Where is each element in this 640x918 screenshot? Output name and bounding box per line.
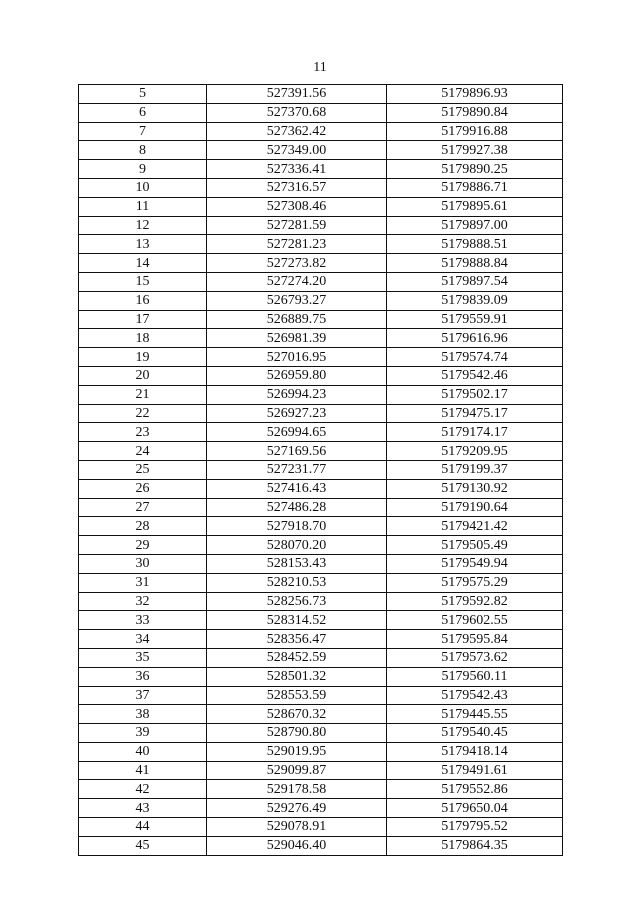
- y-coordinate-cell: 5179574.74: [387, 348, 563, 367]
- point-number-cell: 29: [79, 536, 207, 555]
- y-coordinate-cell: 5179199.37: [387, 460, 563, 479]
- table-row: [79, 611, 563, 630]
- y-coordinate-cell: 5179616.96: [387, 329, 563, 348]
- table-row: [79, 291, 563, 310]
- y-coordinate-cell: 5179839.09: [387, 291, 563, 310]
- x-coordinate-cell: 527316.57: [207, 178, 387, 197]
- x-coordinate-cell: 527391.56: [207, 85, 387, 104]
- table-row: [79, 742, 563, 761]
- point-number-cell: 44: [79, 818, 207, 837]
- table-row: [79, 836, 563, 855]
- x-coordinate-cell: 526889.75: [207, 310, 387, 329]
- x-coordinate-cell: 528452.59: [207, 648, 387, 667]
- point-number-cell: 18: [79, 329, 207, 348]
- y-coordinate-cell: 5179505.49: [387, 536, 563, 555]
- x-coordinate-cell: 527231.77: [207, 460, 387, 479]
- x-coordinate-cell: 527273.82: [207, 254, 387, 273]
- x-coordinate-cell: 527362.42: [207, 122, 387, 141]
- y-coordinate-cell: 5179592.82: [387, 592, 563, 611]
- x-coordinate-cell: 528153.43: [207, 554, 387, 573]
- point-number-cell: 26: [79, 479, 207, 498]
- point-number-cell: 43: [79, 799, 207, 818]
- table-row: [79, 667, 563, 686]
- table-row: [79, 592, 563, 611]
- y-coordinate-cell: 5179418.14: [387, 742, 563, 761]
- y-coordinate-cell: 5179897.00: [387, 216, 563, 235]
- table-row: [79, 442, 563, 461]
- x-coordinate-cell: 527308.46: [207, 197, 387, 216]
- point-number-cell: 34: [79, 630, 207, 649]
- y-coordinate-cell: 5179650.04: [387, 799, 563, 818]
- coordinates-table-body: [79, 85, 563, 856]
- x-coordinate-cell: 529276.49: [207, 799, 387, 818]
- table-row: [79, 761, 563, 780]
- x-coordinate-cell: 529046.40: [207, 836, 387, 855]
- x-coordinate-cell: 527336.41: [207, 160, 387, 179]
- point-number-cell: 9: [79, 160, 207, 179]
- y-coordinate-cell: 5179888.84: [387, 254, 563, 273]
- table-row: [79, 818, 563, 837]
- point-number-cell: 20: [79, 366, 207, 385]
- table-row: [79, 122, 563, 141]
- table-row: [79, 648, 563, 667]
- y-coordinate-cell: 5179421.42: [387, 517, 563, 536]
- point-number-cell: 16: [79, 291, 207, 310]
- table-row: [79, 460, 563, 479]
- table-row: [79, 216, 563, 235]
- point-number-cell: 33: [79, 611, 207, 630]
- y-coordinate-cell: 5179895.61: [387, 197, 563, 216]
- table-row: [79, 348, 563, 367]
- point-number-cell: 39: [79, 724, 207, 743]
- y-coordinate-cell: 5179573.62: [387, 648, 563, 667]
- point-number-cell: 42: [79, 780, 207, 799]
- table-row: [79, 160, 563, 179]
- x-coordinate-cell: 527486.28: [207, 498, 387, 517]
- point-number-cell: 23: [79, 423, 207, 442]
- table-row: [79, 103, 563, 122]
- table-row: [79, 385, 563, 404]
- point-number-cell: 40: [79, 742, 207, 761]
- point-number-cell: 41: [79, 761, 207, 780]
- y-coordinate-cell: 5179896.93: [387, 85, 563, 104]
- point-number-cell: 32: [79, 592, 207, 611]
- x-coordinate-cell: 526793.27: [207, 291, 387, 310]
- point-number-cell: 10: [79, 178, 207, 197]
- table-row: [79, 310, 563, 329]
- y-coordinate-cell: 5179890.84: [387, 103, 563, 122]
- y-coordinate-cell: 5179130.92: [387, 479, 563, 498]
- x-coordinate-cell: 528256.73: [207, 592, 387, 611]
- x-coordinate-cell: 526959.80: [207, 366, 387, 385]
- table-row: [79, 686, 563, 705]
- y-coordinate-cell: 5179445.55: [387, 705, 563, 724]
- table-row: [79, 705, 563, 724]
- point-number-cell: 25: [79, 460, 207, 479]
- y-coordinate-cell: 5179549.94: [387, 554, 563, 573]
- page-number: 11: [313, 60, 327, 75]
- x-coordinate-cell: 529078.91: [207, 818, 387, 837]
- y-coordinate-cell: 5179502.17: [387, 385, 563, 404]
- point-number-cell: 30: [79, 554, 207, 573]
- table-row: [79, 178, 563, 197]
- table-row: [79, 573, 563, 592]
- y-coordinate-cell: 5179602.55: [387, 611, 563, 630]
- y-coordinate-cell: 5179595.84: [387, 630, 563, 649]
- x-coordinate-cell: 528553.59: [207, 686, 387, 705]
- point-number-cell: 7: [79, 122, 207, 141]
- y-coordinate-cell: 5179575.29: [387, 573, 563, 592]
- y-coordinate-cell: 5179209.95: [387, 442, 563, 461]
- point-number-cell: 19: [79, 348, 207, 367]
- x-coordinate-cell: 528501.32: [207, 667, 387, 686]
- table-row: [79, 554, 563, 573]
- x-coordinate-cell: 529178.58: [207, 780, 387, 799]
- y-coordinate-cell: 5179542.43: [387, 686, 563, 705]
- x-coordinate-cell: 529019.95: [207, 742, 387, 761]
- point-number-cell: 24: [79, 442, 207, 461]
- x-coordinate-cell: 526981.39: [207, 329, 387, 348]
- y-coordinate-cell: 5179886.71: [387, 178, 563, 197]
- y-coordinate-cell: 5179927.38: [387, 141, 563, 160]
- table-row: [79, 799, 563, 818]
- y-coordinate-cell: 5179864.35: [387, 836, 563, 855]
- point-number-cell: 36: [79, 667, 207, 686]
- table-row: [79, 329, 563, 348]
- point-number-cell: 21: [79, 385, 207, 404]
- y-coordinate-cell: 5179559.91: [387, 310, 563, 329]
- x-coordinate-cell: 528314.52: [207, 611, 387, 630]
- point-number-cell: 14: [79, 254, 207, 273]
- x-coordinate-cell: 527169.56: [207, 442, 387, 461]
- x-coordinate-cell: 528790.80: [207, 724, 387, 743]
- table-row: [79, 498, 563, 517]
- x-coordinate-cell: 528356.47: [207, 630, 387, 649]
- x-coordinate-cell: 526927.23: [207, 404, 387, 423]
- x-coordinate-cell: 528070.20: [207, 536, 387, 555]
- y-coordinate-cell: 5179916.88: [387, 122, 563, 141]
- y-coordinate-cell: 5179795.52: [387, 818, 563, 837]
- x-coordinate-cell: 526994.23: [207, 385, 387, 404]
- point-number-cell: 38: [79, 705, 207, 724]
- point-number-cell: 45: [79, 836, 207, 855]
- table-row: [79, 724, 563, 743]
- point-number-cell: 6: [79, 103, 207, 122]
- y-coordinate-cell: 5179560.11: [387, 667, 563, 686]
- x-coordinate-cell: 528210.53: [207, 573, 387, 592]
- x-coordinate-cell: 527274.20: [207, 272, 387, 291]
- table-row: [79, 479, 563, 498]
- point-number-cell: 15: [79, 272, 207, 291]
- table-row: [79, 197, 563, 216]
- point-number-cell: 17: [79, 310, 207, 329]
- point-number-cell: 35: [79, 648, 207, 667]
- x-coordinate-cell: 527918.70: [207, 517, 387, 536]
- table-row: [79, 780, 563, 799]
- x-coordinate-cell: 527349.00: [207, 141, 387, 160]
- x-coordinate-cell: 527281.59: [207, 216, 387, 235]
- coordinates-table: [78, 84, 563, 856]
- table-row: [79, 630, 563, 649]
- table-row: [79, 235, 563, 254]
- y-coordinate-cell: 5179897.54: [387, 272, 563, 291]
- point-number-cell: 22: [79, 404, 207, 423]
- table-row: [79, 404, 563, 423]
- y-coordinate-cell: 5179552.86: [387, 780, 563, 799]
- x-coordinate-cell: 527281.23: [207, 235, 387, 254]
- y-coordinate-cell: 5179890.25: [387, 160, 563, 179]
- table-row: [79, 272, 563, 291]
- x-coordinate-cell: 526994.65: [207, 423, 387, 442]
- table-row: [79, 517, 563, 536]
- point-number-cell: 31: [79, 573, 207, 592]
- x-coordinate-cell: 527370.68: [207, 103, 387, 122]
- table-row: [79, 423, 563, 442]
- point-number-cell: 8: [79, 141, 207, 160]
- table-row: [79, 141, 563, 160]
- y-coordinate-cell: 5179540.45: [387, 724, 563, 743]
- y-coordinate-cell: 5179491.61: [387, 761, 563, 780]
- table-row: [79, 254, 563, 273]
- y-coordinate-cell: 5179542.46: [387, 366, 563, 385]
- table-row: [79, 366, 563, 385]
- point-number-cell: 11: [79, 197, 207, 216]
- y-coordinate-cell: 5179888.51: [387, 235, 563, 254]
- point-number-cell: 5: [79, 85, 207, 104]
- y-coordinate-cell: 5179475.17: [387, 404, 563, 423]
- point-number-cell: 28: [79, 517, 207, 536]
- x-coordinate-cell: 527416.43: [207, 479, 387, 498]
- point-number-cell: 12: [79, 216, 207, 235]
- y-coordinate-cell: 5179190.64: [387, 498, 563, 517]
- y-coordinate-cell: 5179174.17: [387, 423, 563, 442]
- x-coordinate-cell: 528670.32: [207, 705, 387, 724]
- point-number-cell: 37: [79, 686, 207, 705]
- point-number-cell: 13: [79, 235, 207, 254]
- x-coordinate-cell: 527016.95: [207, 348, 387, 367]
- point-number-cell: 27: [79, 498, 207, 517]
- x-coordinate-cell: 529099.87: [207, 761, 387, 780]
- table-row: [79, 85, 563, 104]
- table-row: [79, 536, 563, 555]
